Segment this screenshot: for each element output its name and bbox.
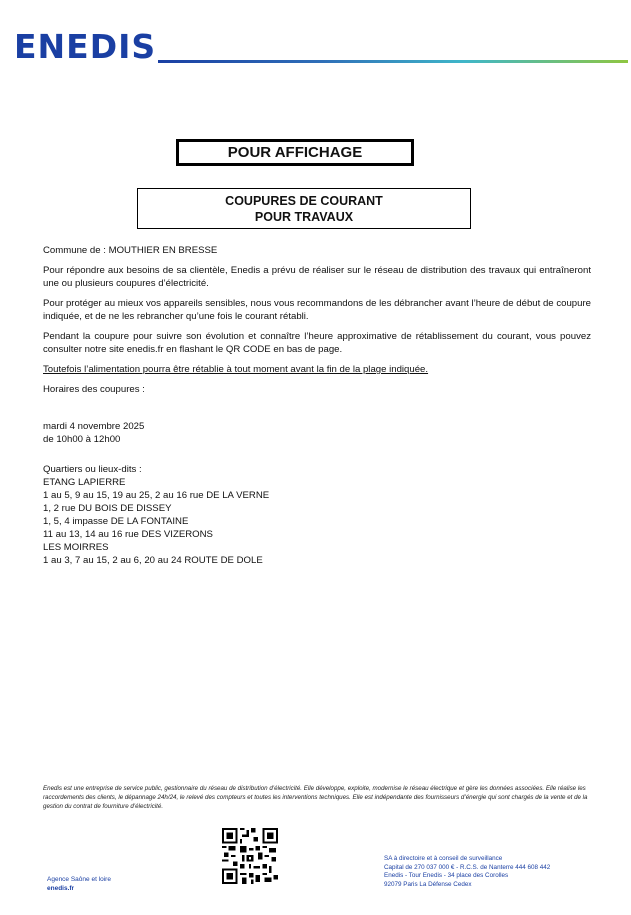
subtitle-line-1: COUPURES DE COURANT [225, 193, 383, 208]
quartiers-label: Quartiers ou lieux-dits : [43, 464, 142, 475]
place-item: 11 au 13, 14 au 16 rue DES VIZERONS [43, 529, 213, 540]
legal-line: 92079 Paris La Défense Cedex [384, 880, 472, 888]
place-item: ETANG LAPIERRE [43, 477, 126, 488]
agency-info [47, 875, 111, 893]
subtitle-line-2: POUR TRAVAUX [254, 209, 354, 224]
page-title: POUR AFFICHAGE [176, 139, 414, 166]
agency-site-link[interactable]: enedis.fr [47, 885, 75, 892]
warning-text: Toutefois l’alimentation pourra être rétablie à tout moment avant la fin de la plage indiquée. [43, 364, 429, 375]
logo-divider-line [158, 60, 628, 63]
legal-line: Enedis - Tour Enedis - 34 place des Corolles [384, 872, 509, 880]
place-item: 1, 5, 4 impasse DE LA FONTAINE [43, 516, 189, 527]
place-item: 1 au 5, 9 au 15, 19 au 25, 2 au 16 rue DE LA VERNE [43, 490, 270, 501]
legal-line: Capital de 270 037 000 € - R.C.S. de Nanterre 444 608 442 [384, 863, 551, 871]
paragraph-1: Pour répondre aux besoins de sa clientèle, Enedis a prévu de réaliser sur le réseau de distribution des travaux qui entraîneront une ou plusieurs coupures d’électricité. [43, 265, 591, 289]
horaires-label: Horaires des coupures : [43, 384, 145, 395]
place-item: LES MOIRRES [43, 542, 109, 553]
outage-time: de 10h00 à 12h00 [43, 434, 121, 445]
place-item: 1, 2 rue DU BOIS DE DISSEY [43, 503, 172, 514]
footer-disclaimer: Enedis est une entreprise de service public, gestionnaire du réseau de distribution d’électricité. Elle développe, exploite, modernise le réseau électrique et gère les données associées. Elle réalise les raccordements des clients, le dépannage 24h/24, le relevé des compteurs et toutes les interventions techniques. Elle est indépendante des fournisseurs d’énergie qui sont chargés de la vente et de la gestion du contrat de fourniture d’électricité. [43, 785, 588, 810]
enedis-logo: ENEDIS [14, 27, 157, 66]
agency-name: Agence Saône et loire [47, 876, 111, 883]
commune: Commune de : MOUTHIER EN BRESSE [43, 245, 218, 256]
qr-code[interactable] [222, 828, 278, 884]
outage-date: mardi 4 novembre 2025 [43, 421, 145, 432]
legal-line: SA à directoire et à conseil de surveillance [384, 855, 503, 862]
paragraph-2: Pour protéger au mieux vos appareils sensibles, nous vous recommandons de les débrancher avant l’heure de début de coupure indiquée, et de ne les rebrancher qu’une fois le courant rétabli. [43, 298, 591, 322]
place-item: 1 au 3, 7 au 15, 2 au 6, 20 au 24 ROUTE DE DOLE [43, 555, 263, 566]
legal-info [384, 855, 550, 889]
subtitle-box [137, 188, 471, 229]
notice-body [43, 244, 591, 567]
paragraph-3: Pendant la coupure pour suivre son évolution et connaître l’heure approximative de rétablissement du courant, vous pouvez consulter notre site enedis.fr en flashant le QR CODE en bas de page. [43, 331, 591, 355]
